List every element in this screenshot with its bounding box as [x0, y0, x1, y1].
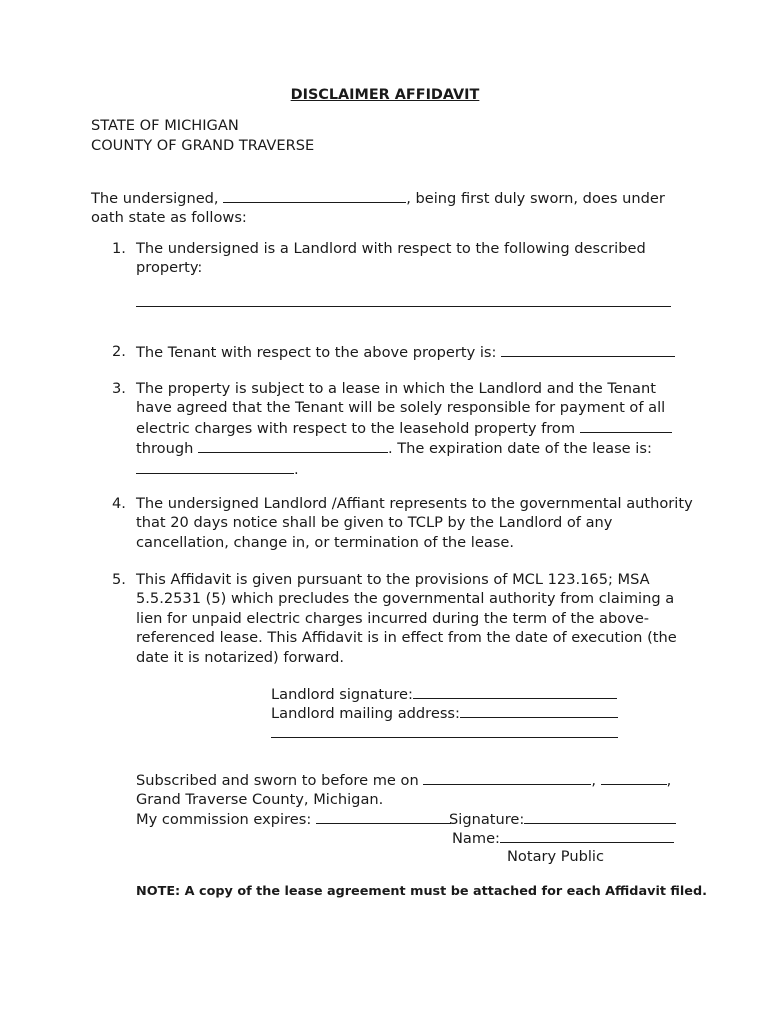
notary-name-blank[interactable] [500, 828, 674, 843]
item-3-line-5-period: . [294, 460, 299, 478]
item-3-line-4 [136, 438, 696, 458]
item-3-line-3 [136, 418, 696, 438]
item-3-line-5 [136, 459, 696, 479]
item-2 [136, 342, 696, 362]
landlord-address-blank-2[interactable] [271, 737, 618, 738]
item-4 [136, 494, 696, 552]
sworn-year-blank[interactable] [601, 770, 667, 785]
item-4-number: 4. [112, 495, 126, 512]
subscribed-comma-2: , [666, 772, 672, 789]
intro-text-2: , being first duly sworn, does under [406, 190, 665, 207]
undersigned-name-blank[interactable] [223, 188, 406, 203]
lease-start-date-blank[interactable] [580, 418, 672, 433]
intro-text-1: The undersigned, [91, 190, 224, 207]
landlord-signature-blank[interactable] [413, 684, 617, 699]
notary-signature-line [449, 809, 676, 829]
subscribed-comma-1: , [591, 772, 596, 789]
item-2-text: The Tenant with respect to the above property is: [136, 344, 502, 361]
item-5-line-5: date it is notarized) forward. [136, 648, 344, 666]
landlord-address-label: Landlord mailing address: [271, 705, 460, 722]
item-4-line-1: The undersigned Landlord /Affiant represents to the governmental authority [136, 495, 693, 512]
item-1-line-1: The undersigned is a Landlord with respect to the following described [136, 240, 646, 257]
county-line: COUNTY OF GRAND TRAVERSE [91, 137, 315, 154]
landlord-address-blank[interactable] [460, 703, 618, 718]
commission-line [136, 809, 451, 829]
item-5-line-1: This Affidavit is given pursuant to the provisions of MCL 123.165; MSA [136, 571, 650, 588]
intro-line-1 [91, 188, 665, 208]
notary-name-label: Name: [452, 830, 500, 847]
notary-signature-label: Signature: [449, 811, 525, 828]
item-1 [136, 239, 696, 278]
lease-end-date-blank[interactable] [198, 438, 388, 453]
property-description-blank[interactable] [136, 306, 671, 307]
item-1-line-2: property: [136, 259, 203, 277]
commission-expiry-blank[interactable] [316, 809, 451, 824]
intro-line-2: oath state as follows: [91, 209, 247, 226]
item-5-number: 5. [112, 571, 126, 588]
item-3-line-4-text-a: through [136, 440, 198, 458]
item-5 [136, 570, 696, 667]
item-4-line-3: cancellation, change in, or termination of the lease. [136, 533, 514, 551]
state-line: STATE OF MICHIGAN [91, 117, 239, 134]
sworn-date-blank[interactable] [423, 770, 591, 785]
document-title: DISCLAIMER AFFIDAVIT [290, 87, 480, 103]
notary-signature-blank[interactable] [524, 809, 676, 824]
subscribed-text: Subscribed and sworn to before me on [136, 772, 424, 789]
item-5-line-2: 5.5.2531 (5) which precludes the governmental authority from claiming a [136, 590, 675, 608]
item-3-line-2: have agreed that the Tenant will be solely responsible for payment of all [136, 399, 666, 417]
lease-expiration-date-blank[interactable] [136, 459, 294, 474]
item-5-line-3: lien for unpaid electric charges incurred during the term of the above- [136, 609, 650, 627]
notary-name-line [452, 828, 674, 848]
landlord-signature-line [271, 684, 617, 704]
item-2-line-1 [136, 342, 696, 362]
item-3 [136, 379, 696, 479]
item-3-line-3-text: electric charges with respect to the leasehold property from [136, 419, 580, 437]
notary-county-line: Grand Traverse County, Michigan. [136, 791, 384, 808]
attachment-note: NOTE: A copy of the lease agreement must be attached for each Affidavit filed. [136, 884, 707, 899]
item-4-line-2: that 20 days notice shall be given to TCLP by the Landlord of any [136, 514, 613, 532]
commission-label: My commission expires: [136, 811, 316, 828]
notary-public-label: Notary Public [507, 848, 604, 865]
tenant-name-blank[interactable] [501, 342, 675, 357]
landlord-signature-label: Landlord signature: [271, 686, 413, 703]
item-1-number: 1. [112, 240, 126, 257]
item-3-line-1: The property is subject to a lease in which the Landlord and the Tenant [136, 380, 656, 397]
landlord-address-line [271, 703, 618, 723]
item-2-number: 2. [112, 343, 126, 360]
item-5-line-4: referenced lease. This Affidavit is in effect from the date of execution (the [136, 629, 677, 647]
item-3-number: 3. [112, 380, 126, 397]
subscribed-line [136, 770, 671, 790]
item-3-line-4-text-b: . The expiration date of the lease is: [387, 440, 652, 458]
